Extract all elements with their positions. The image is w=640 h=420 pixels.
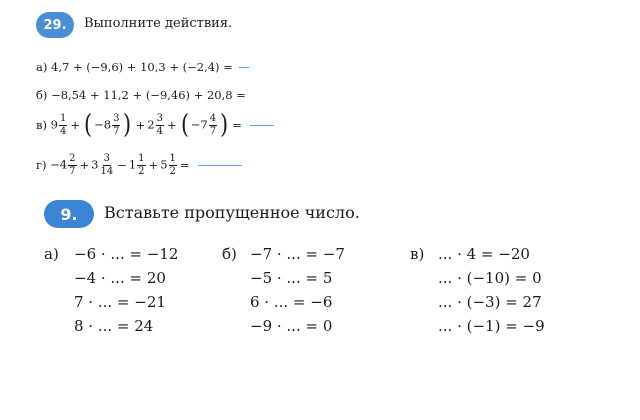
ex29-item-g	[36, 148, 242, 182]
equation: −5 · ... = 5	[250, 269, 333, 287]
equation: 6 · ... = −6	[250, 293, 333, 311]
mixed-number: 2 $\frac{3}{4}$	[147, 112, 163, 137]
exercise-29-number: 29.	[43, 17, 67, 33]
mixed-number: 3 $\frac{3}{14}$	[91, 152, 114, 177]
ex9-column-v	[410, 242, 545, 338]
column-label: б)	[222, 245, 237, 263]
ex29-item-v: в) 9 $\frac{1}{4}$ + ( −8 $\frac{3}{7}$ ) + 2 $\frac{3}{4}$ + ( −7 $\frac{4}{7}$ ) =	[36, 108, 274, 142]
exercise-9-title: Вставьте пропущенное число.	[104, 203, 360, 222]
equation: 8 · ... = 24	[74, 317, 154, 335]
item-label: г)	[36, 158, 47, 172]
item-label: а)	[36, 60, 48, 74]
equation: ... · 4 = −20	[438, 245, 530, 263]
equation: ... · (−1) = −9	[438, 317, 545, 335]
equation: −6 · ... = −12	[74, 245, 179, 263]
mixed-number: −8 $\frac{3}{7}$	[94, 112, 120, 137]
equation: 7 · ... = −21	[74, 293, 166, 311]
equation: −7 · ... = −7	[250, 245, 345, 263]
operator: +	[148, 158, 159, 172]
exercise-9-badge	[44, 200, 94, 228]
equation: ... · (−3) = 27	[438, 293, 542, 311]
mixed-number: 1 $\frac{1}{2}$	[128, 152, 145, 177]
mixed-number: −7 $\frac{4}{7}$	[190, 112, 217, 137]
ex9-column-a	[44, 242, 178, 338]
mixed-number: −4 $\frac{2}{7}$	[50, 152, 76, 177]
item-label: б)	[36, 88, 48, 102]
operator: +	[79, 158, 90, 172]
item-expression: −8,54 + 11,2 + (−9,46) + 20,8 =	[51, 88, 246, 102]
column-label: а)	[44, 245, 59, 263]
ex29-item-b	[36, 88, 246, 102]
equals-sign: =	[232, 118, 242, 132]
mixed-number: 5 $\frac{1}{2}$	[160, 152, 176, 177]
equals-sign: =	[179, 158, 190, 172]
operator: +	[70, 118, 80, 132]
operator: +	[135, 118, 146, 132]
ex29-item-a	[36, 60, 249, 74]
answer-blank[interactable]	[250, 125, 274, 126]
ex9-column-b	[222, 242, 345, 338]
operator: −	[117, 158, 127, 172]
item-label: в)	[36, 118, 47, 132]
answer-blank[interactable]	[198, 165, 242, 166]
equation: −9 · ... = 0	[250, 317, 333, 335]
operator: +	[166, 118, 177, 132]
exercise-9-number: 9.	[60, 204, 78, 224]
mixed-number: 9 $\frac{1}{4}$	[50, 112, 67, 137]
equation: −4 · ... = 20	[74, 269, 166, 287]
item-expression: 4,7 + (−9,6) + 10,3 + (−2,4) =	[51, 60, 233, 74]
exercise-29-badge	[36, 12, 74, 38]
exercise-29-title: Выполните действия.	[84, 16, 233, 31]
answer-blank[interactable]	[239, 67, 249, 68]
column-label: в)	[410, 245, 425, 263]
equation: ... · (−10) = 0	[438, 269, 542, 287]
